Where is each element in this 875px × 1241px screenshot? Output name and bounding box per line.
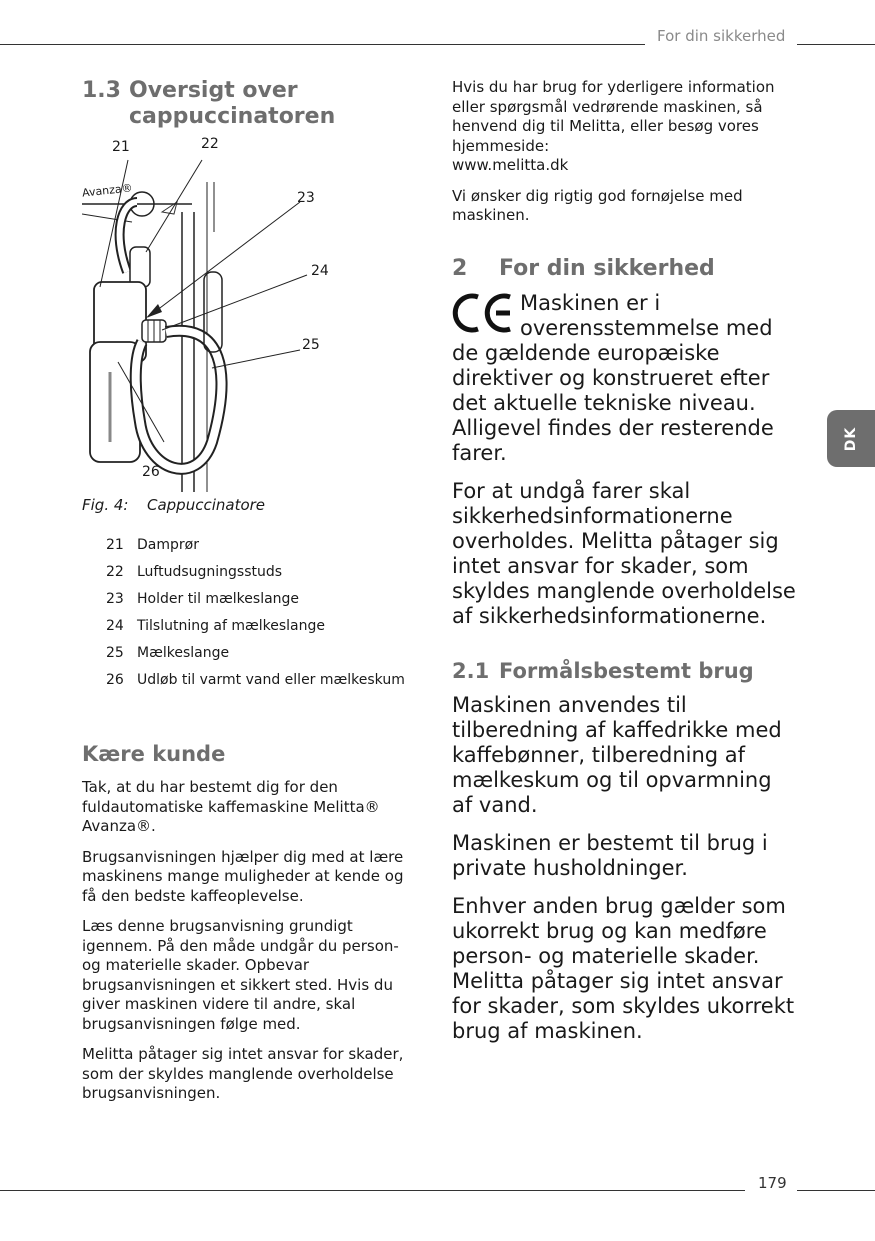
- language-tab-label: DK: [842, 426, 859, 451]
- body-paragraph: Læs denne brugsanvisning grundigt igennem. På den måde undgår du person- og materielle skader. Opbevar brugsanvisningen et sikkert sted. Hvis du giver maskinen videre til andre, skal brugsanvisningen følge med.: [82, 917, 399, 1033]
- ce-block: [452, 291, 797, 466]
- use-paragraph: Maskinen anvendes til tilberedning af kaffedrikke med kaffebønner, tilberedning af mælkeskum og til opvarmning af vand.: [452, 692, 782, 817]
- legend-text: Luftudsugningsstuds: [137, 564, 283, 580]
- page-number: 179: [758, 1174, 787, 1192]
- footer-rule-left: [0, 1190, 745, 1191]
- ce-mark-icon: [452, 291, 514, 335]
- section-title: Formålsbestemt brug: [499, 658, 754, 683]
- callout-21: 21: [112, 139, 130, 155]
- section-title: Oversigt over cappuccinatoren: [129, 78, 336, 129]
- legend-item: [106, 667, 422, 694]
- right-column: [452, 78, 797, 1057]
- legend-number: 26: [106, 672, 124, 688]
- callout-25: 25: [302, 337, 320, 353]
- header-rule-right: [797, 44, 875, 45]
- legend-text: Holder til mælkeslange: [137, 591, 300, 607]
- section-heading-2: [452, 256, 797, 281]
- body-paragraph: Melitta påtager sig intet ansvar for skader, som der skyldes manglende overholdelse brugsanvisningen.: [82, 1045, 404, 1102]
- section-number: 2: [452, 255, 468, 281]
- legend-item: [106, 586, 422, 613]
- callout-22: 22: [201, 136, 219, 152]
- section-heading-1-3: [82, 78, 422, 130]
- legend-number: 25: [106, 645, 124, 661]
- figure-legend: [82, 532, 422, 694]
- legend-text: Mælkeslange: [137, 645, 230, 661]
- callout-23: 23: [297, 190, 315, 206]
- figure-caption-text: Cappuccinatore: [147, 496, 266, 514]
- kunde-heading: Kære kunde: [82, 742, 226, 766]
- figure-caption: [82, 496, 422, 514]
- legend-text: Damprør: [137, 537, 199, 553]
- legend-item: [106, 532, 422, 559]
- use-paragraph: Enhver anden brug gælder som ukorrekt brug og kan medføre person- og materielle skader. Melitta påtager sig intet ansvar for skader, som skyldes ukorrekt brug af maskinen.: [452, 893, 795, 1043]
- language-tab: [827, 410, 875, 467]
- legend-text: Tilslutning af mælkeslange: [137, 618, 326, 634]
- website-link: www.melitta.dk: [452, 156, 569, 174]
- use-paragraph: Maskinen er bestemt til brug i private husholdninger.: [452, 830, 768, 880]
- safety-paragraph: For at undgå farer skal sikkerhedsinformationerne overholdes. Melitta påtager sig intet ansvar for skader, som skyldes manglende overholdelse af sikkerhedsinformationerne.: [452, 478, 796, 628]
- header-rule-left: [0, 44, 645, 45]
- intro-paragraph: Vi ønsker dig rigtig god fornøjelse med maskinen.: [452, 186, 743, 224]
- left-column: [82, 78, 422, 1115]
- figure-caption-number: Fig. 4:: [82, 496, 129, 514]
- section-number: 2.1: [452, 658, 490, 683]
- body-paragraph: Brugsanvisningen hjælper dig med at lære maskinens mange muligheder at kende og få den bedste kaffeoplevelse.: [82, 847, 404, 905]
- callout-26: 26: [142, 464, 160, 480]
- footer-rule-right: [797, 1190, 875, 1191]
- section-number: 1.3: [82, 78, 121, 103]
- section-title: For din sikkerhed: [499, 255, 715, 281]
- legend-number: 21: [106, 537, 124, 553]
- legend-text: Udløb til varmt vand eller mælkeskum: [137, 672, 405, 688]
- legend-number: 23: [106, 591, 124, 607]
- callout-24: 24: [311, 263, 329, 279]
- section-heading-2-1: [452, 659, 797, 683]
- ce-paragraph: Maskinen er i overensstemmelse med de gældende europæiske direktiver og konstrueret efter det aktuelle tekniske niveau. Alligevel findes der resterende farer.: [452, 290, 774, 465]
- body-paragraph: Tak, at du har bestemt dig for den fuldautomatiske kaffemaskine Melitta® Avanza®.: [82, 778, 380, 835]
- legend-item: [106, 559, 422, 586]
- figure-brand-label: Avanza®: [81, 181, 134, 200]
- legend-item: [106, 640, 422, 667]
- cappuccinatore-figure: [81, 136, 422, 492]
- cappuccinatore-illustration: [82, 142, 422, 492]
- legend-item: [106, 613, 422, 640]
- header-section-title: For din sikkerhed: [657, 27, 786, 45]
- legend-number: 22: [106, 564, 124, 580]
- intro-paragraph: Hvis du har brug for yderligere information eller spørgsmål vedrørende maskinen, så henvend dig til Melitta, eller besøg vores hjemmeside:: [452, 78, 775, 155]
- legend-number: 24: [106, 618, 124, 634]
